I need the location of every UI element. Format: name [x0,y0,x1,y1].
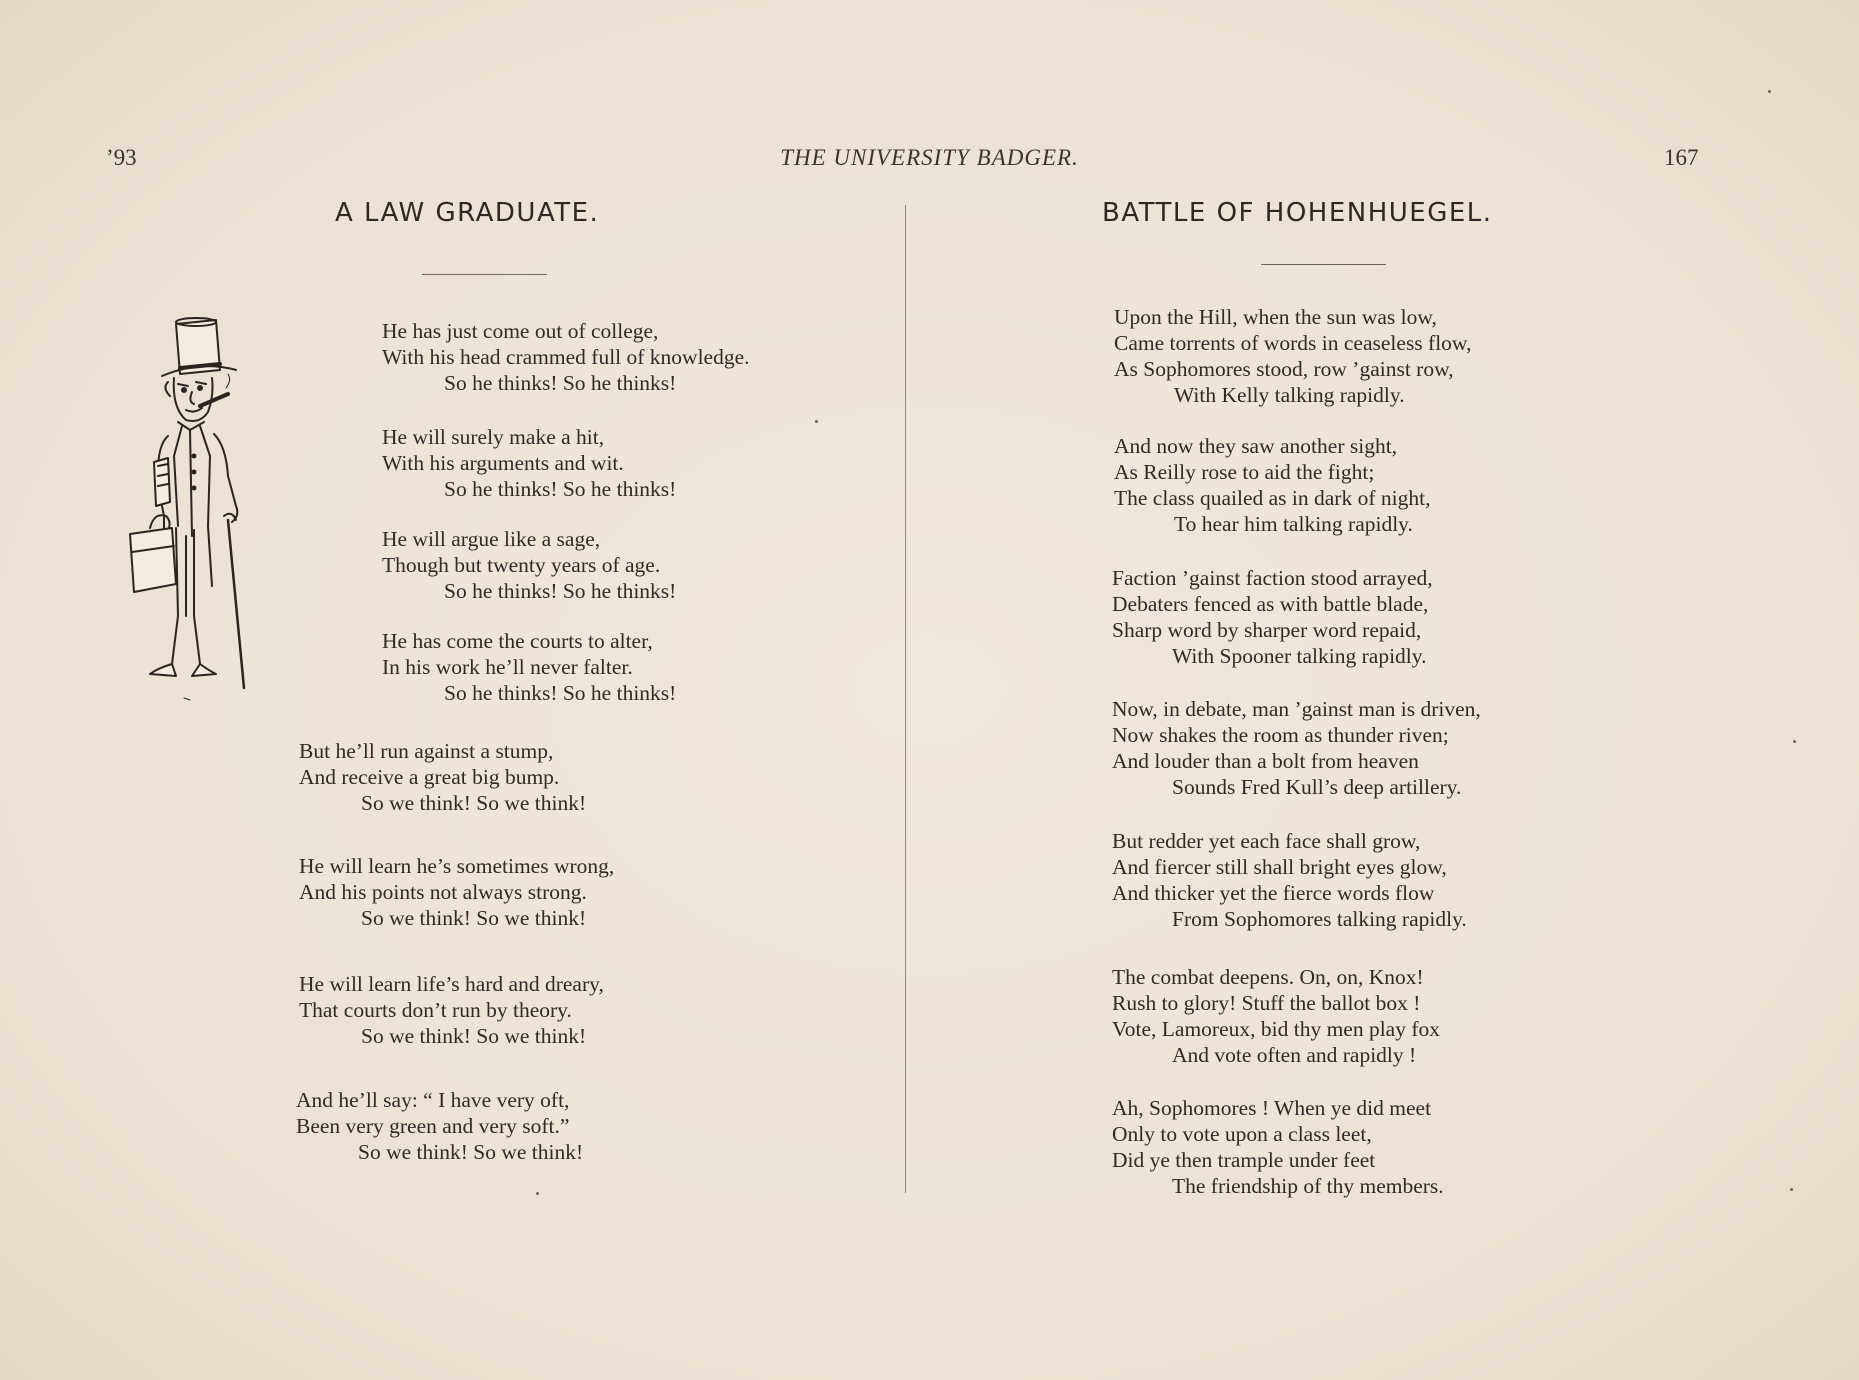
poem-line: That courts don’t run by theory. [299,998,572,1022]
poem-line: Rush to glory! Stuff the ballot box ! [1112,991,1421,1015]
poem-line: And his points not always strong. [299,880,587,904]
poem-line: Upon the Hill, when the sun was low, [1114,305,1437,329]
poem-refrain: From Sophomores talking rapidly. [1172,907,1467,931]
left-stanza [296,1087,583,1165]
poem-refrain: With Spooner talking rapidly. [1172,644,1427,668]
column-divider [905,205,906,1193]
poem-line: Now shakes the room as thunder riven; [1112,723,1449,747]
left-stanza [299,738,586,816]
poem-line: With his arguments and wit. [382,451,624,475]
right-stanza [1114,304,1471,408]
left-stanza [299,971,604,1049]
poem-line: Sharp word by sharper word repaid, [1112,618,1422,642]
poem-line: Debaters fenced as with battle blade, [1112,592,1429,616]
poem-line: As Reilly rose to aid the fight; [1114,460,1375,484]
paper-speck [815,420,818,423]
poem-refrain: To hear him talking rapidly. [1174,512,1413,536]
right-stanza [1114,433,1430,537]
running-header: THE UNIVERSITY BADGER. [780,145,1079,170]
left-stanza [382,526,676,604]
right-poem-title: BATTLE OF HOHENHUEGEL. [1102,198,1493,228]
poem-line: With his head crammed full of knowledge. [382,345,750,369]
left-stanza [382,628,676,706]
right-stanza [1112,565,1433,669]
poem-refrain: So we think! So we think! [361,791,587,815]
poem-line: But redder yet each face shall grow, [1112,829,1421,853]
poem-line: He has just come out of college, [382,319,659,343]
poem-line: The class quailed as in dark of night, [1114,486,1431,510]
left-page-number: ’93 [106,145,137,170]
poem-line: He will learn life’s hard and dreary, [299,972,604,996]
left-stanza [299,853,614,931]
poem-line: And thicker yet the fierce words flow [1112,881,1435,905]
law-graduate-illustration-icon [128,316,278,716]
paper-speck [1768,90,1771,93]
right-stanza [1112,828,1467,932]
poem-refrain: And vote often and rapidly ! [1172,1043,1417,1067]
poem-line: He has come the courts to alter, [382,629,653,653]
poem-line: And he’ll say: “ I have very oft, [296,1088,570,1112]
poem-refrain: So we think! So we think! [358,1140,584,1164]
poem-line: And now they saw another sight, [1114,434,1398,458]
poem-line: As Sophomores stood, row ’gainst row, [1114,357,1454,381]
poem-line: Faction ’gainst faction stood arrayed, [1112,566,1433,590]
poem-line: Only to vote upon a class leet, [1112,1122,1372,1146]
poem-refrain: So we think! So we think! [361,906,587,930]
poem-refrain: So we think! So we think! [361,1024,587,1048]
poem-line: The combat deepens. On, on, Knox! [1112,965,1424,989]
right-page-number: 167 [1664,145,1699,170]
right-stanza [1112,964,1440,1068]
poem-line: In his work he’ll never falter. [382,655,633,679]
poem-line: Vote, Lamoreux, bid thy men play fox [1112,1017,1441,1041]
poem-line: And receive a great big bump. [299,765,560,789]
poem-refrain: Sounds Fred Kull’s deep artillery. [1172,775,1462,799]
right-title-rule [1261,264,1386,265]
right-stanza [1112,1095,1444,1199]
poem-line: But he’ll run against a stump, [299,739,554,763]
left-poem-title: A LAW GRADUATE. [335,198,600,228]
poem-refrain: So he thinks! So he thinks! [444,681,677,705]
poem-refrain: The friendship of thy members. [1172,1174,1444,1198]
left-title-rule [422,274,547,275]
poem-refrain: So he thinks! So he thinks! [444,579,677,603]
poem-line: Now, in debate, man ’gainst man is driven, [1112,697,1481,721]
poem-line: And louder than a bolt from heaven [1112,749,1419,773]
paper-speck [1790,1188,1793,1191]
poem-refrain: With Kelly talking rapidly. [1174,383,1405,407]
poem-line: He will learn he’s sometimes wrong, [299,854,615,878]
poem-line: Came torrents of words in ceaseless flow, [1114,331,1472,355]
paper-speck [536,1192,539,1195]
poem-line: Been very green and very soft.” [296,1114,570,1138]
right-stanza [1112,696,1481,800]
poem-line: He will argue like a sage, [382,527,601,551]
poem-line: He will surely make a hit, [382,425,605,449]
poem-line: Did ye then trample under feet [1112,1148,1376,1172]
poem-line: Though but twenty years of age. [382,553,661,577]
poem-line: And fiercer still shall bright eyes glow, [1112,855,1447,879]
left-stanza [382,318,750,396]
paper-speck [1793,740,1796,743]
poem-refrain: So he thinks! So he thinks! [444,477,677,501]
left-stanza [382,424,676,502]
poem-line: Ah, Sophomores ! When ye did meet [1112,1096,1432,1120]
poem-refrain: So he thinks! So he thinks! [444,371,677,395]
